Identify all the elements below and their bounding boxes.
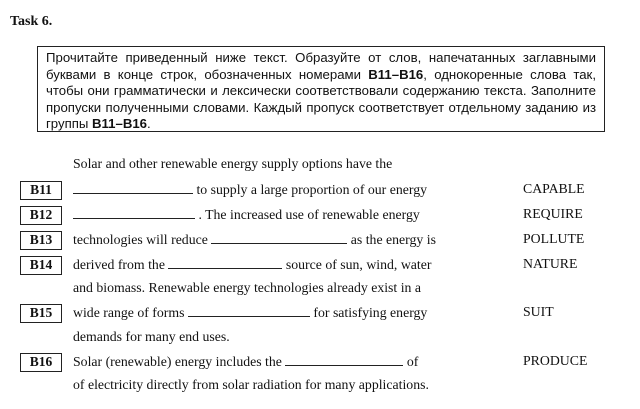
keyword-b16: PRODUCE: [523, 353, 588, 368]
text-line-9: of electricity directly from solar radiation for many applications.: [73, 377, 429, 392]
keyword-b14: NATURE: [523, 256, 578, 271]
text-line-6-part-a: wide range of forms: [73, 305, 185, 320]
task-label-b14: B14: [20, 256, 62, 275]
text-line-4-part-a: derived from the: [73, 257, 165, 272]
text-line-3-part-b: as the energy is: [350, 232, 436, 247]
text-line-8: [73, 353, 418, 370]
answer-blank-b13[interactable]: [211, 231, 347, 244]
text-line-6: [73, 304, 427, 321]
task-label-b11: B11: [20, 181, 62, 200]
text-line-2: [73, 206, 420, 223]
instruction-range-2: B11–B16: [92, 116, 148, 132]
keyword-b12: REQUIRE: [523, 206, 583, 221]
text-line-8-part-b: of: [406, 354, 419, 369]
answer-blank-b16[interactable]: [285, 353, 403, 366]
text-line-0: Solar and other renewable energy supply options have the: [73, 156, 393, 171]
instruction-text: [46, 50, 596, 133]
instruction-box: [37, 46, 605, 132]
text-line-3: [73, 231, 436, 248]
text-line-6-part-b: for satisfying energy: [313, 305, 428, 320]
instruction-part-3: .: [147, 116, 151, 132]
task-label-b16: B16: [20, 353, 62, 372]
text-line-7: demands for many end uses.: [73, 329, 230, 344]
keyword-b15: SUIT: [523, 304, 554, 319]
keyword-b13: POLLUTE: [523, 231, 585, 246]
text-line-5: and biomass. Renewable energy technologies already exist in a: [73, 280, 422, 295]
text-line-1: [73, 181, 427, 198]
task-label-b15: B15: [20, 304, 62, 323]
task-label-b12: B12: [20, 206, 62, 225]
keyword-b11: CAPABLE: [523, 181, 585, 196]
text-line-4: [73, 256, 431, 273]
instruction-part-2: , однокоренные слова так, чтобы они грамматически и лексически соответствовали содержанию текста. Заполните пропуски полученными словами. Каждый пропуск соответствует отдельному заданию из группы: [46, 66, 596, 132]
answer-blank-b11[interactable]: [73, 181, 193, 194]
text-line-2-part: . The increased use of renewable energy: [198, 207, 420, 222]
text-line-1-part: to supply a large proportion of our energy: [196, 182, 427, 197]
instruction-range-1: B11–B16: [368, 66, 424, 82]
answer-blank-b15[interactable]: [188, 304, 310, 317]
text-line-4-part-b: source of sun, wind, water: [285, 257, 432, 272]
task-label-b13: B13: [20, 231, 62, 250]
text-line-3-part-a: technologies will reduce: [73, 232, 208, 247]
task-title: Task 6.: [10, 14, 53, 29]
text-line-8-part-a: Solar (renewable) energy includes the: [73, 354, 282, 369]
answer-blank-b12[interactable]: [73, 206, 195, 219]
instruction-part-1: Прочитайте приведенный ниже текст. Образуйте от слов, напечатанных заглавными буквами в конце строк, обозначенных номерами: [46, 50, 596, 82]
answer-blank-b14[interactable]: [168, 256, 282, 269]
